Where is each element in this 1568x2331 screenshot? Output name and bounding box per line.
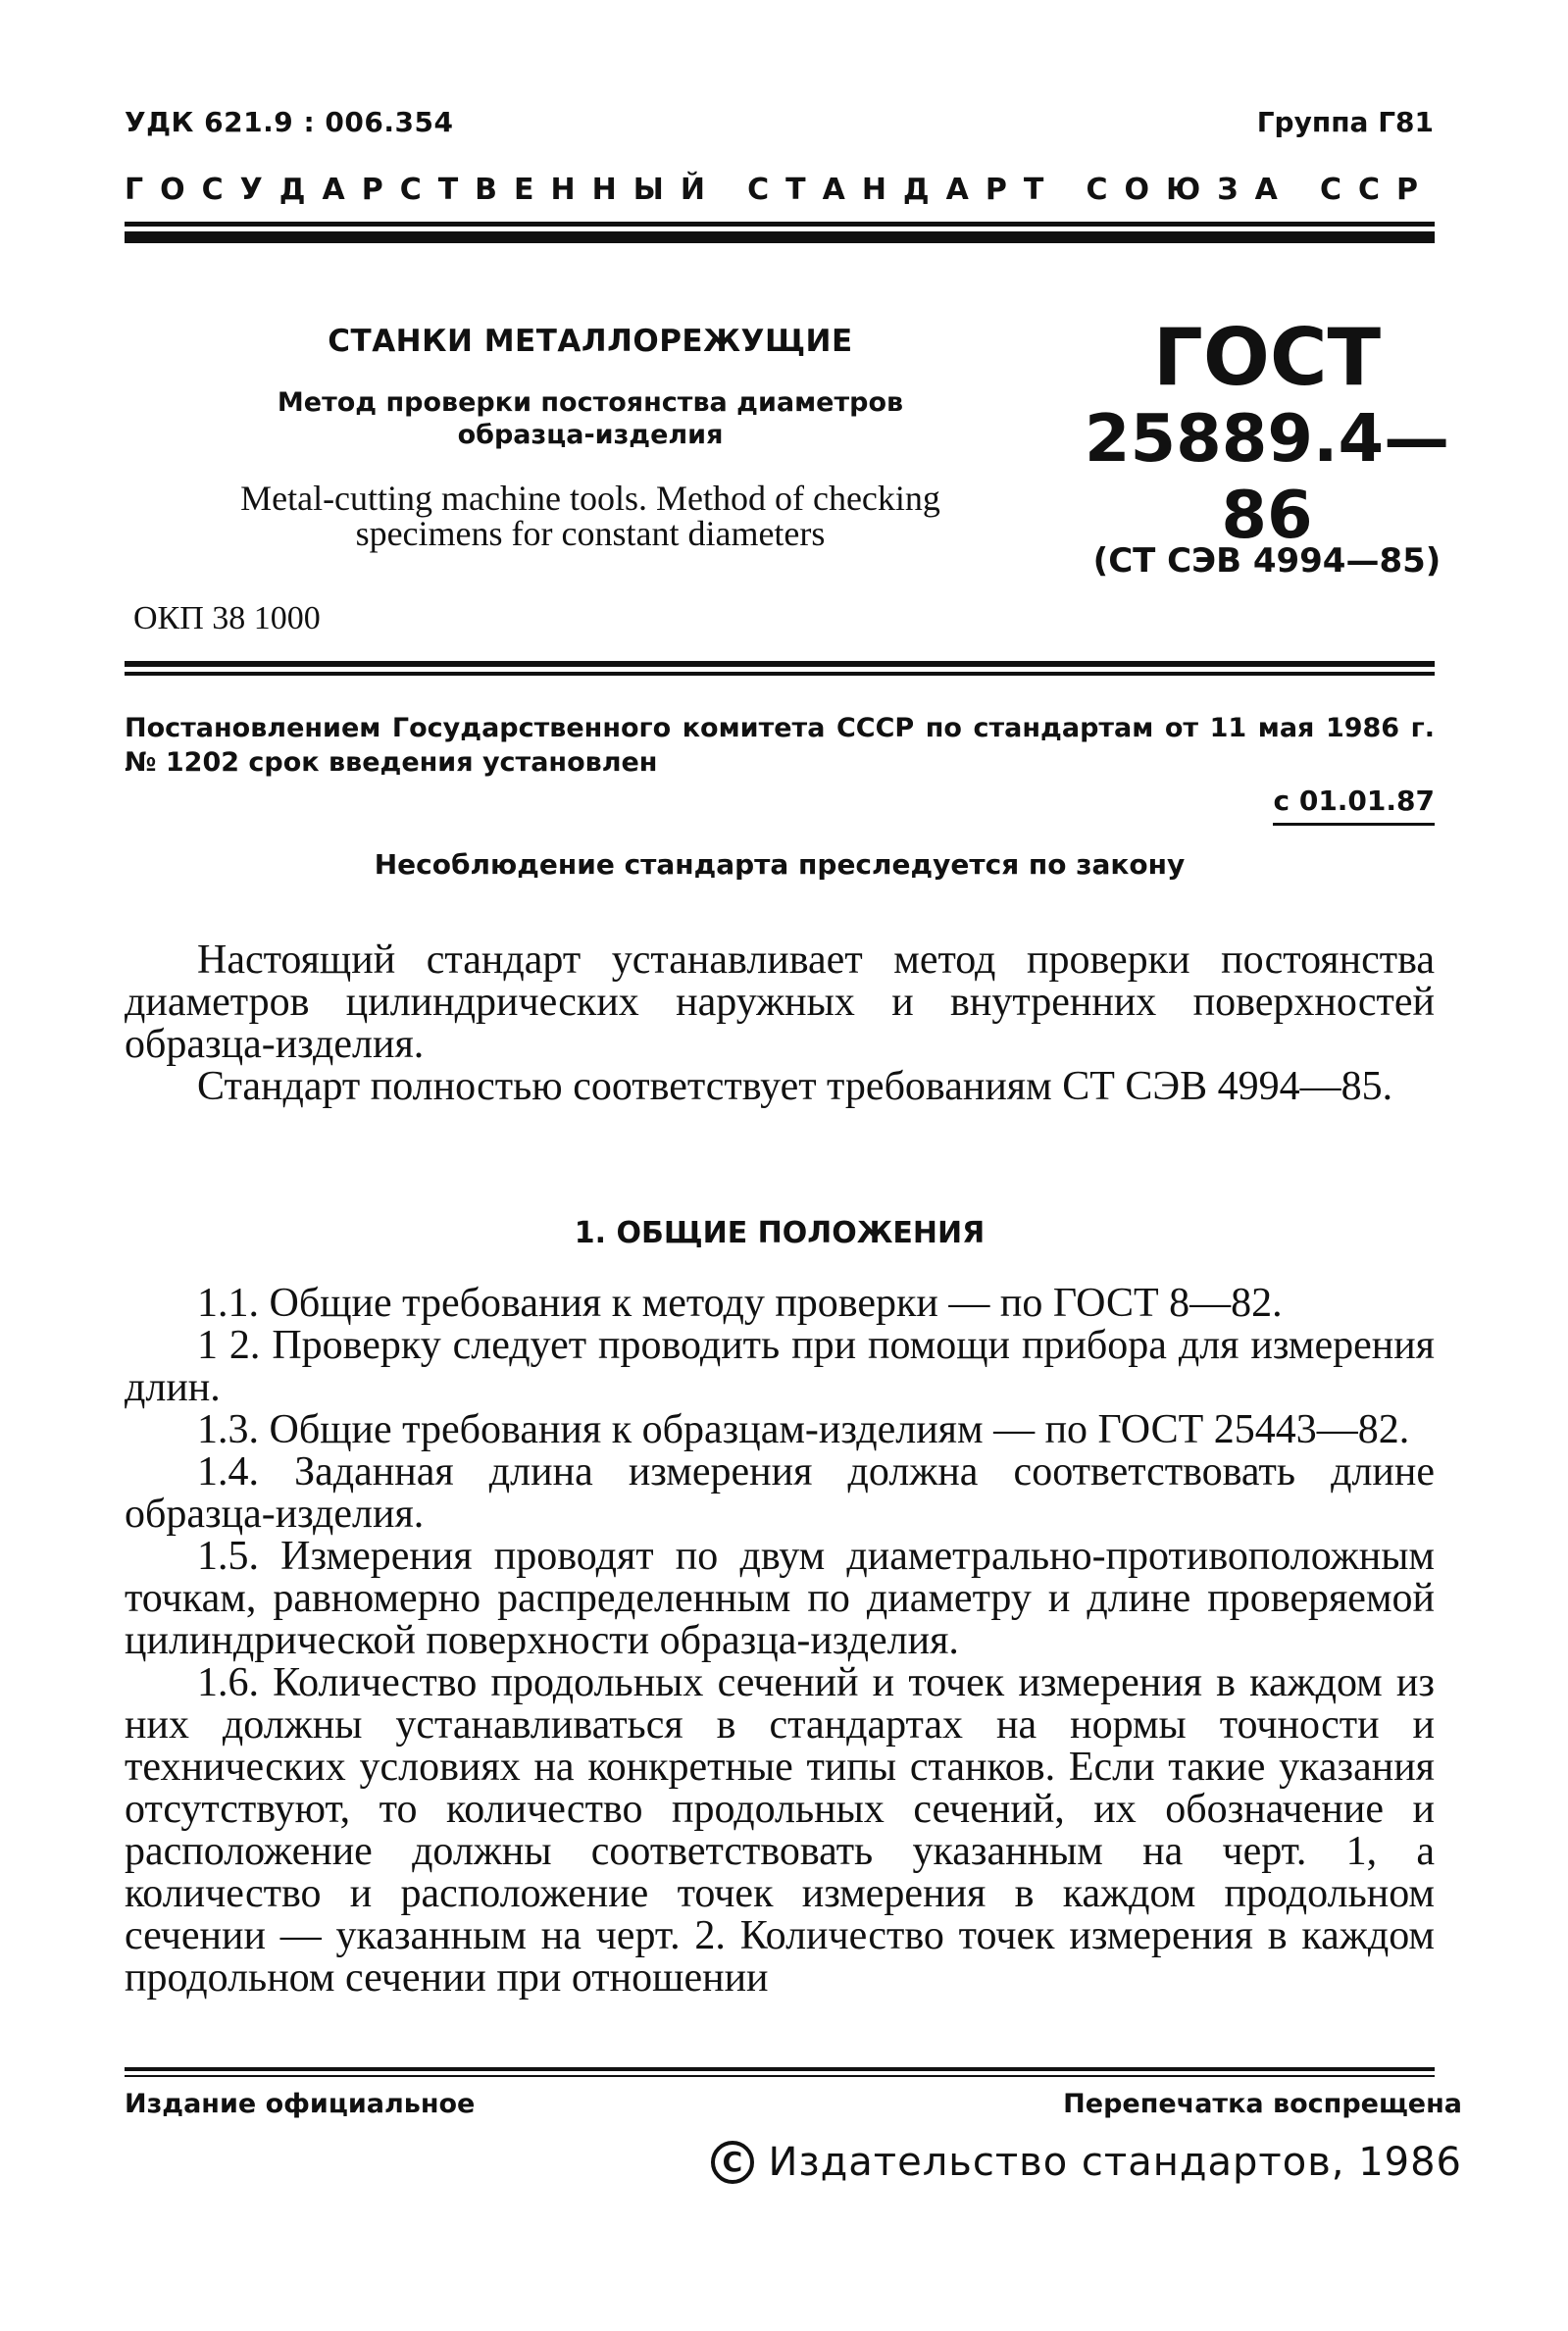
banner-word-union: СОЮЗА [1086, 173, 1294, 207]
banner-word-state: ГОСУДАРСТВЕННЫЙ [125, 173, 722, 207]
item-1-5: 1.5. Измерения проводят по двум диаметрально-противоположным точкам, равномерно распределенным по диаметру и длине проверяемой цилиндрической поверхности образца-изделия. [125, 1534, 1435, 1663]
effective-date: с 01.01.87 [1273, 785, 1435, 826]
title-rule-thick [125, 661, 1435, 667]
item-1-2: 1 2. Проверку следует проводить при помощи прибора для измерения длин. [125, 1323, 1435, 1410]
section-1-heading: 1. ОБЩИЕ ПОЛОЖЕНИЯ [574, 1216, 986, 1250]
banner-word-standard: СТАНДАРТ [747, 173, 1061, 207]
title-block [125, 324, 1056, 551]
title-english-line1: Metal-cutting machine tools. Method of checking [240, 479, 940, 518]
edition-label: Издание официальное [125, 2089, 476, 2119]
title-method [125, 386, 1056, 451]
footer-rule-thick [125, 2067, 1435, 2071]
item-1-1: 1.1. Общие требования к методу проверки — по ГОСТ 8—82. [197, 1281, 1283, 1326]
intro-paragraph-1: Настоящий стандарт устанавливает метод проверки постоянства диаметров цилиндрических наружных и внутренних поверхностей образца-изделия. [125, 937, 1435, 1067]
decree-text: Постановлением Государственного комитета СССР по стандартам от 11 мая 1986 г. № 1202 срок введения установлен [125, 713, 1435, 778]
header-rule-thin [125, 222, 1435, 227]
item-1-3: 1.3. Общие требования к образцам-изделиям — по ГОСТ 25443—82. [197, 1407, 1410, 1452]
title-method-line2: образца-изделия [457, 420, 724, 450]
intro-paragraph-2: Стандарт полностью соответствует требованиям СТ СЭВ 4994—85. [197, 1064, 1393, 1109]
title-machines: СТАНКИ МЕТАЛЛОРЕЖУЩИЕ [328, 324, 853, 359]
title-english [125, 481, 1056, 551]
copyright-icon: С [711, 2141, 754, 2184]
publisher-name: Издательство стандартов, 1986 [768, 2140, 1462, 2185]
publisher-line [711, 2140, 1462, 2185]
compliance-notice: Несоблюдение стандарта преследуется по закону [374, 848, 1186, 881]
okp-code: ОКП 38 1000 [133, 600, 321, 636]
title-method-line1: Метод проверки постоянства диаметров [277, 387, 904, 418]
udk-code: УДК 621.9 : 006.354 [125, 106, 454, 138]
banner-word-ussr: ССР [1319, 173, 1435, 207]
section-1-items [125, 1283, 1435, 2000]
item-1-4: 1.4. Заданная длина измерения должна соответствовать длине образца-изделия. [125, 1449, 1435, 1537]
header-rule-thick [125, 231, 1435, 243]
title-english-line2: specimens for constant diameters [355, 514, 826, 553]
state-standard-banner [125, 173, 1435, 207]
sev-reference: (СТ СЭВ 4994—85) [1092, 541, 1442, 581]
item-1-6: 1.6. Количество продольных сечений и точек измерения в каждом из них должны устанавливаться в стандартах на нормы точности и технических условиях на конкретные типы станков. Если такие указания отсутствуют, то количество продольных сечений, их обозначение и расположение должны соответствовать указанным на черт. 1, а количество и расположение точек измерения в каждом продольном сечении — указанным на черт. 2. Количество точек измерения в каждом продольном сечении при отношении [125, 1660, 1435, 2001]
gost-label: ГОСТ [1152, 312, 1382, 403]
intro-section [125, 939, 1435, 1108]
footer-rule-thin [125, 2075, 1435, 2077]
group-code: Группа Г81 [1256, 106, 1434, 138]
reprint-notice: Перепечатка воспрещена [1063, 2089, 1462, 2119]
title-rule-thin [125, 672, 1435, 676]
gost-number: 25889.4—86 [1084, 400, 1450, 553]
